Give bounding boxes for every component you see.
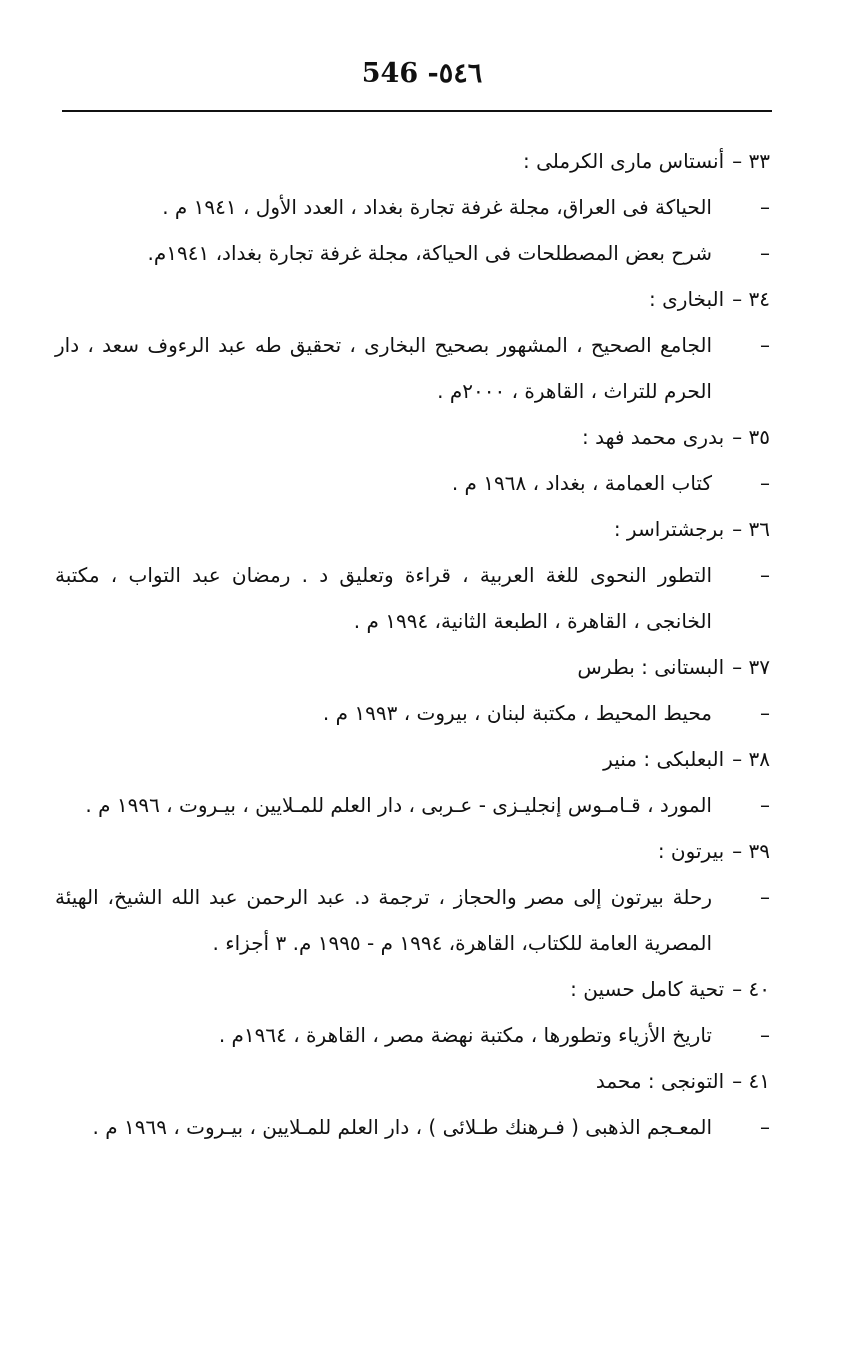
reference-text: رحلة بيرتون إلى مصر والحجاز ، ترجمة د. عبد الرحمن عبد الله الشيخ، الهيئة المصرية العامة للكتاب، القاهرة، ١٩٩٤ م - ١٩٩٥ م. ٣ أجزاء . xyxy=(55,885,712,955)
entry-number: ٣٨ – xyxy=(732,747,770,771)
item-dash: – xyxy=(760,701,770,725)
page-number: 546 -٥٤٦ xyxy=(361,58,483,89)
entry-author: البعلبكى : منير xyxy=(603,747,725,771)
reference-text: الجامع الصحيح ، المشهور بصحيح البخارى ، تحقيق طه عبد الرءوف سعد ، دار الحرم للتراث ، القاهرة ، ٢٠٠٠م . xyxy=(55,333,712,403)
entry-heading xyxy=(55,736,770,782)
entry-author: أنستاس مارى الكرملى : xyxy=(522,149,725,173)
item-dash: – xyxy=(760,885,770,909)
entry-heading xyxy=(55,276,770,322)
reference-item xyxy=(55,230,770,276)
entry-number: ٣٧ – xyxy=(732,655,770,679)
entry-number: ٣٦ – xyxy=(732,517,770,541)
entry-number: ٣٤ – xyxy=(732,287,770,311)
reference-item xyxy=(55,1104,770,1150)
item-dash: – xyxy=(760,471,770,495)
entry-author: التونجى : محمد xyxy=(595,1069,725,1093)
reference-item xyxy=(55,874,770,966)
reference-item xyxy=(55,782,770,828)
item-dash: – xyxy=(760,195,770,219)
entry-heading xyxy=(55,506,770,552)
reference-item xyxy=(55,690,770,736)
reference-item xyxy=(55,1012,770,1058)
entry-number: ٤١ – xyxy=(732,1069,770,1093)
entry-author: البستانى : بطرس xyxy=(577,655,725,679)
header-rule xyxy=(62,110,772,112)
entry-heading xyxy=(55,1058,770,1104)
reference-item xyxy=(55,552,770,644)
reference-text: الحياكة فى العراق، مجلة غرفة تجارة بغداد ، العدد الأول ، ١٩٤١ م . xyxy=(162,195,712,219)
reference-item xyxy=(55,460,770,506)
reference-text: محيط المحيط ، مكتبة لبنان ، بيروت ، ١٩٩٣ م . xyxy=(322,701,712,725)
entry-author: البخارى : xyxy=(649,287,725,311)
item-dash: – xyxy=(760,333,770,357)
entry-number: ٣٣ – xyxy=(732,149,770,173)
reference-item xyxy=(55,322,770,414)
item-dash: – xyxy=(760,1023,770,1047)
entry-author: برجشتراسر : xyxy=(613,517,725,541)
item-dash: – xyxy=(760,563,770,587)
entry-heading xyxy=(55,138,770,184)
item-dash: – xyxy=(760,1115,770,1139)
entry-author: تحية كامل حسين : xyxy=(570,977,725,1001)
entry-author: بيرتون : xyxy=(657,839,725,863)
entry-number: ٣٩ – xyxy=(732,839,770,863)
reference-text: كتاب العمامة ، بغداد ، ١٩٦٨ م . xyxy=(451,471,712,495)
bibliography-list xyxy=(55,138,770,1150)
item-dash: – xyxy=(760,793,770,817)
reference-text: المورد ، قـامـوس إنجليـزى - عـربى ، دار العلم للمـلايين ، بيـروت ، ١٩٩٦ م . xyxy=(85,793,712,817)
entry-number: ٣٥ – xyxy=(732,425,770,449)
entry-heading xyxy=(55,644,770,690)
reference-text: شرح بعض المصطلحات فى الحياكة، مجلة غرفة تجارة بغداد، ١٩٤١م. xyxy=(147,241,712,265)
reference-item xyxy=(55,184,770,230)
entry-author: بدرى محمد فهد : xyxy=(582,425,725,449)
reference-text: التطور النحوى للغة العربية ، قراءة وتعليق د . رمضان عبد التواب ، مكتبة الخانجى ، القاهرة ، الطبعة الثانية، ١٩٩٤ م . xyxy=(55,563,712,633)
entry-heading xyxy=(55,828,770,874)
entry-heading xyxy=(55,966,770,1012)
item-dash: – xyxy=(760,241,770,265)
reference-text: المعـجم الذهبى ( فـرهنك طـلائى ) ، دار العلم للمـلايين ، بيـروت ، ١٩٦٩ م . xyxy=(92,1115,712,1139)
entry-heading xyxy=(55,414,770,460)
entry-number: ٤٠ – xyxy=(732,977,770,1001)
reference-text: تاريخ الأزياء وتطورها ، مكتبة نهضة مصر ، القاهرة ، ١٩٦٤م . xyxy=(218,1023,712,1047)
